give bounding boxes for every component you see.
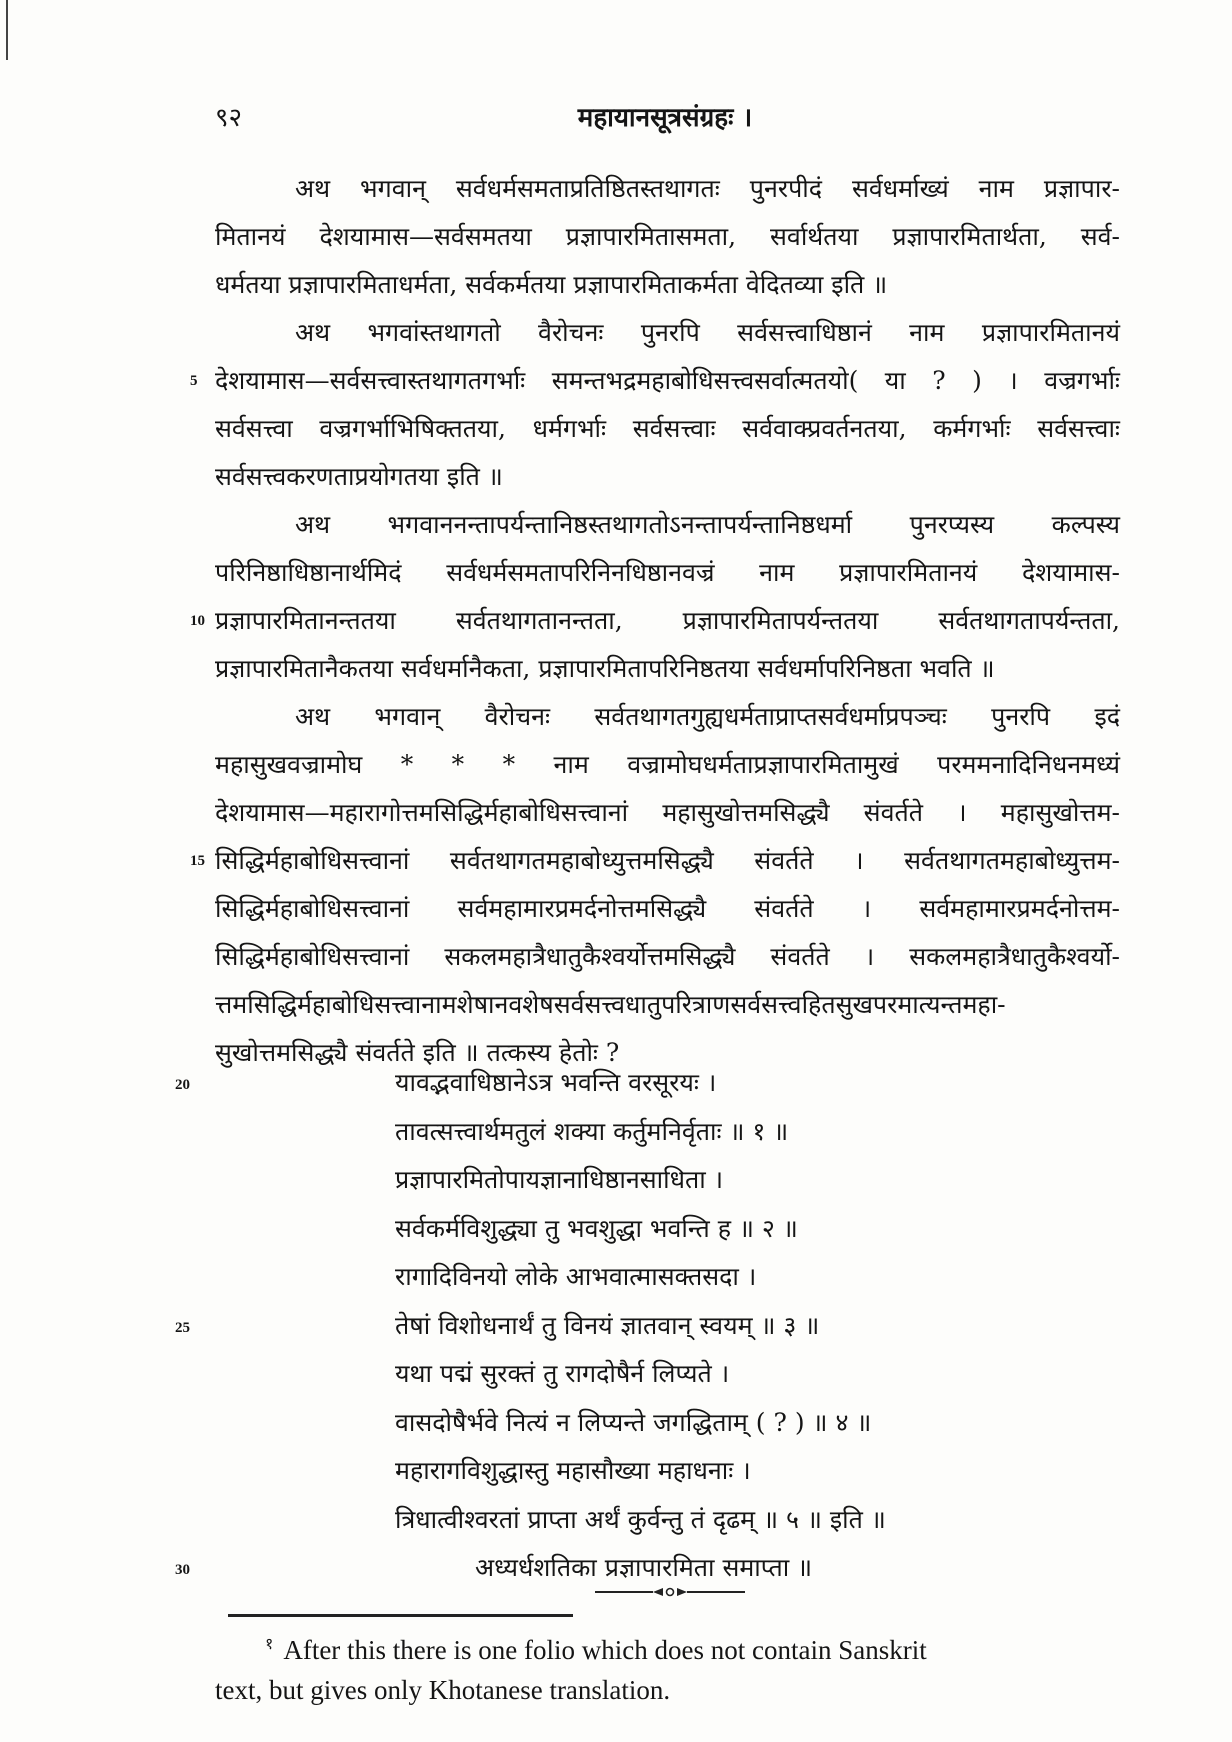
footnote-text: After this there is one folio which does not contain Sanskrit [283,1635,927,1665]
verse-text: प्रज्ञापारमितोपायज्ञानाधिष्ठानसाधिता । [395,1165,724,1194]
verse-text: तावत्सत्त्वार्थमतुलं शक्या कर्तुमनिर्वृताः ॥ १ ॥ [395,1116,789,1146]
prose-text: सर्वसत्त्वा वज्रगर्भाभिषिक्ततया, धर्मगर्भाः सर्वसत्त्वाः सर्ववाक्प्रवर्तनतया, कर्मगर्भाः सर्वसत्त्वाः [215,414,1120,443]
prose-line [215,405,1120,453]
prose-text: सुखोत्तमसिद्ध्यै संवर्तते इति ॥ तत्कस्य हेतोः ? [215,1038,620,1067]
prose-text: त्तमसिद्धिर्महाबोधिसत्त्वानामशेषानवशेषसर्वसत्त्वधातुपरित्राणसर्वसत्त्वहितसुखपरमात्यन्तमहा- [215,990,1006,1019]
prose-line [215,885,1120,933]
prose-text: महासुखवज्रामोघ * * * नाम वज्रामोघधर्मताप्रज्ञापारमितामुखं परममनादिनिधनमध्यं [215,750,1120,779]
prose-text: अथ भगवान् वैरोचनः सर्वतथागतगुह्यधर्मताप्राप्तसर्वधर्माप्रपञ्चः पुनरपि इदं [295,702,1120,731]
prose-line [190,597,1120,645]
prose-text: अथ भगवान् सर्वधर्मसमताप्रतिष्ठितस्तथागतः पुनरपीदं सर्वधर्माख्यं नाम प्रज्ञापार- [295,174,1120,203]
prose-line [215,933,1120,981]
prose-line [215,453,1120,501]
verse-line [395,1447,1115,1496]
prose-text: सर्वसत्त्वकरणताप्रयोगतया इति ॥ [215,462,503,491]
prose-line [215,261,1120,309]
footnote-line [215,1625,1130,1670]
prose-text: परिनिष्ठाधिष्ठानार्थमिदं सर्वधर्मसमतापरिनिनधिष्ठानवज्रं नाम प्रज्ञापारमितानयं देशयामास- [215,558,1120,587]
prose-line [190,357,1120,405]
verse-text: यावद्भवाधिष्ठानेऽत्र भवन्ति वरसूरयः । [395,1068,717,1097]
prose-text: अथ भगवांस्तथागतो वैरोचनः पुनरपि सर्वसत्त्वाधिष्ठानं नाम प्रज्ञापारमितानयं [295,318,1120,347]
margin-line [6,0,8,60]
prose-line [190,837,1120,885]
running-title: महायानसूत्रसंग्रहः । [577,103,753,133]
prose-text: सिद्धिर्महाबोधिसत्त्वानां सकलमहात्रैधातुकैश्वर्योत्तमसिद्ध्यै संवर्तते । सकलमहात्रैधातुकैश्वर्यो- [215,942,1120,971]
verse-line [395,1108,1115,1157]
footnote-line [215,1670,1130,1710]
prose-text: मितानयं देशयामास—सर्वसमतया प्रज्ञापारमितासमता, सर्वार्थतया प्रज्ञापारमितार्थता, सर्व- [215,222,1120,251]
verse-line [395,1399,1115,1448]
footnote-rule [228,1614,573,1617]
footnote [215,1625,1130,1710]
colophon [395,1544,1115,1593]
verse-line [395,1059,1115,1108]
prose-text: सिद्धिर्महाबोधिसत्त्वानां सर्वतथागतमहाबोध्युत्तमसिद्ध्यै संवर्तते । सर्वतथागतमहाबोध्युत्तम- [215,846,1120,875]
prose-text: धर्मतया प्रज्ञापारमिताधर्मता, सर्वकर्मतया प्रज्ञापारमिताकर्मता वेदितव्या इति ॥ [215,270,888,299]
prose-line [215,981,1120,1029]
line-number: 5 [190,373,198,389]
prose-text: प्रज्ञापारमितानन्ततया सर्वतथागतानन्तता, प्रज्ञापारमितापर्यन्ततया सर्वतथागतापर्यन्तता, [215,606,1120,635]
colophon-text: अध्यर्धशतिका प्रज्ञापारमिता समाप्ता ॥ [475,1553,813,1582]
prose-line [215,309,1120,357]
prose-line [215,645,1120,693]
prose-text: प्रज्ञापारमितानैकतया सर्वधर्मानैकता, प्रज्ञापारमितापरिनिष्ठतया सर्वधर्मापरिनिष्ठता भवति ॥ [215,654,995,683]
verse-line [395,1205,1115,1254]
verse-line [395,1156,1115,1205]
footnote-text: text, but gives only Khotanese translation. [215,1675,671,1705]
verse-text: वासदोषैर्भवे नित्यं न लिप्यन्ते जगद्धिताम् ( ? ) ॥ ४ ॥ [395,1407,872,1437]
line-number: 10 [190,613,205,629]
verse-block [395,1059,1115,1593]
prose-text: सिद्धिर्महाबोधिसत्त्वानां सर्वमहामारप्रमर्दनोत्तमसिद्ध्यै संवर्तते । सर्वमहामारप्रमर्दनोत्तम- [215,894,1120,923]
prose-line [215,741,1120,789]
prose-text: देशयामास—महारागोत्तमसिद्धिर्महाबोधिसत्त्वानां महासुखोत्तमसिद्ध्यै संवर्तते । महासुखोत्तम- [215,798,1120,827]
line-number: 30 [175,1562,190,1578]
line-number: 15 [190,853,205,869]
verse-text: यथा पद्मं सुरक्तं तु रागदोषैर्न लिप्यते । [395,1359,730,1388]
prose-line [215,549,1120,597]
prose-text: अथ भगवाननन्तापर्यन्तानिष्ठस्तथागतोऽनन्तापर्यन्तानिष्ठधर्मा पुनरप्यस्य कल्पस्य [295,510,1120,539]
verse-text: रागादिविनयो लोके आभवात्मासक्तसदा । [395,1262,757,1291]
prose-line [215,165,1120,213]
page-number: ९२ [215,103,243,133]
prose-block [190,165,1120,1077]
ornament-divider [595,1585,745,1599]
footnote-marker: १ [265,1636,274,1653]
prose-line [215,789,1120,837]
prose-line [215,693,1120,741]
line-number: 25 [175,1319,190,1336]
verse-line [395,1302,1115,1351]
verse-line [395,1496,1115,1545]
verse-line [395,1253,1115,1302]
verse-line [395,1350,1115,1399]
verse-text: त्रिधात्वीश्वरतां प्राप्ता अर्थं कुर्वन्तु तं दृढम् ॥ ५ ॥ इति ॥ [395,1504,886,1534]
line-number: 20 [175,1077,190,1093]
prose-line [215,213,1120,261]
verse-text: महारागविशुद्धास्तु महासौख्या महाधनाः । [395,1456,751,1485]
verse-text: सर्वकर्मविशुद्ध्या तु भवशुद्धा भवन्ति ह ॥ २ ॥ [395,1213,798,1243]
prose-line [215,501,1120,549]
page-header [215,98,1115,138]
verse-text: तेषां विशोधनार्थं तु विनयं ज्ञातवान् स्वयम् ॥ ३ ॥ [395,1310,820,1340]
prose-text: देशयामास—सर्वसत्त्वास्तथागतगर्भाः समन्तभद्रमहाबोधिसत्त्वसर्वात्मतयो( या ? ) । वज्रगर्भाः [215,366,1120,395]
